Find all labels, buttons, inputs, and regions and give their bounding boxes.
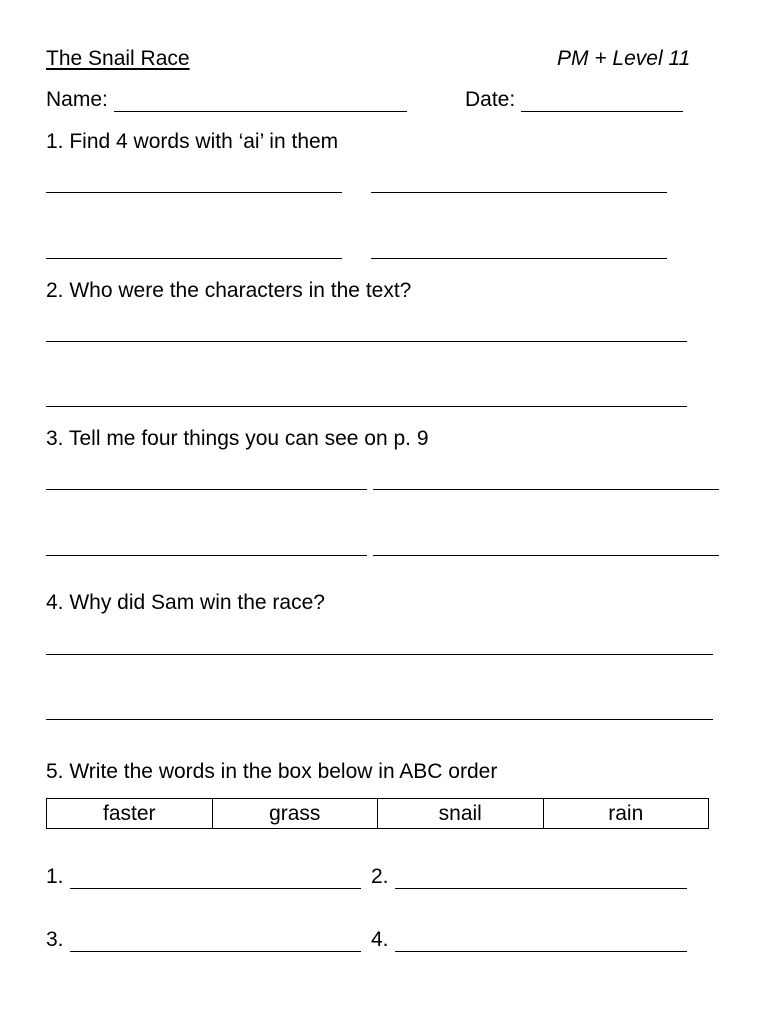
word-cell: grass [212, 799, 378, 829]
order-answer-field[interactable] [395, 870, 687, 889]
answer-line[interactable] [371, 192, 667, 193]
answer-line[interactable] [371, 258, 667, 259]
order-row-3 [46, 928, 361, 952]
name-field[interactable] [114, 93, 407, 112]
date-row [465, 88, 683, 112]
question-5: 5. Write the words in the box below in ABC order [46, 760, 498, 783]
word-cell: faster [47, 799, 213, 829]
answer-line[interactable] [46, 489, 367, 490]
order-row-4 [371, 928, 687, 952]
order-number: 4. [371, 928, 389, 951]
order-row-2 [371, 865, 687, 889]
name-label: Name: [46, 88, 108, 111]
answer-line[interactable] [46, 341, 687, 342]
answer-line[interactable] [46, 258, 342, 259]
order-row-1 [46, 865, 361, 889]
order-answer-field[interactable] [70, 933, 361, 952]
worksheet-title: The Snail Race [46, 47, 190, 70]
order-number: 2. [371, 865, 389, 888]
answer-line[interactable] [46, 719, 713, 720]
order-number: 3. [46, 928, 64, 951]
question-3: 3. Tell me four things you can see on p. 9 [46, 427, 429, 450]
order-answer-field[interactable] [395, 933, 687, 952]
level-label: PM + Level 11 [557, 47, 691, 70]
word-cell: rain [543, 799, 709, 829]
answer-line[interactable] [46, 555, 367, 556]
word-box-row [47, 799, 709, 829]
name-row [46, 88, 407, 112]
word-box [46, 798, 709, 829]
answer-line[interactable] [46, 654, 713, 655]
order-answer-field[interactable] [70, 870, 361, 889]
answer-line[interactable] [46, 406, 687, 407]
answer-line[interactable] [373, 489, 719, 490]
date-label: Date: [465, 88, 516, 111]
answer-line[interactable] [373, 555, 719, 556]
answer-line[interactable] [46, 192, 342, 193]
word-cell: snail [378, 799, 544, 829]
question-4: 4. Why did Sam win the race? [46, 591, 325, 614]
date-field[interactable] [521, 93, 683, 112]
question-2: 2. Who were the characters in the text? [46, 279, 412, 302]
order-number: 1. [46, 865, 64, 888]
question-1: 1. Find 4 words with ‘ai’ in them [46, 130, 339, 153]
